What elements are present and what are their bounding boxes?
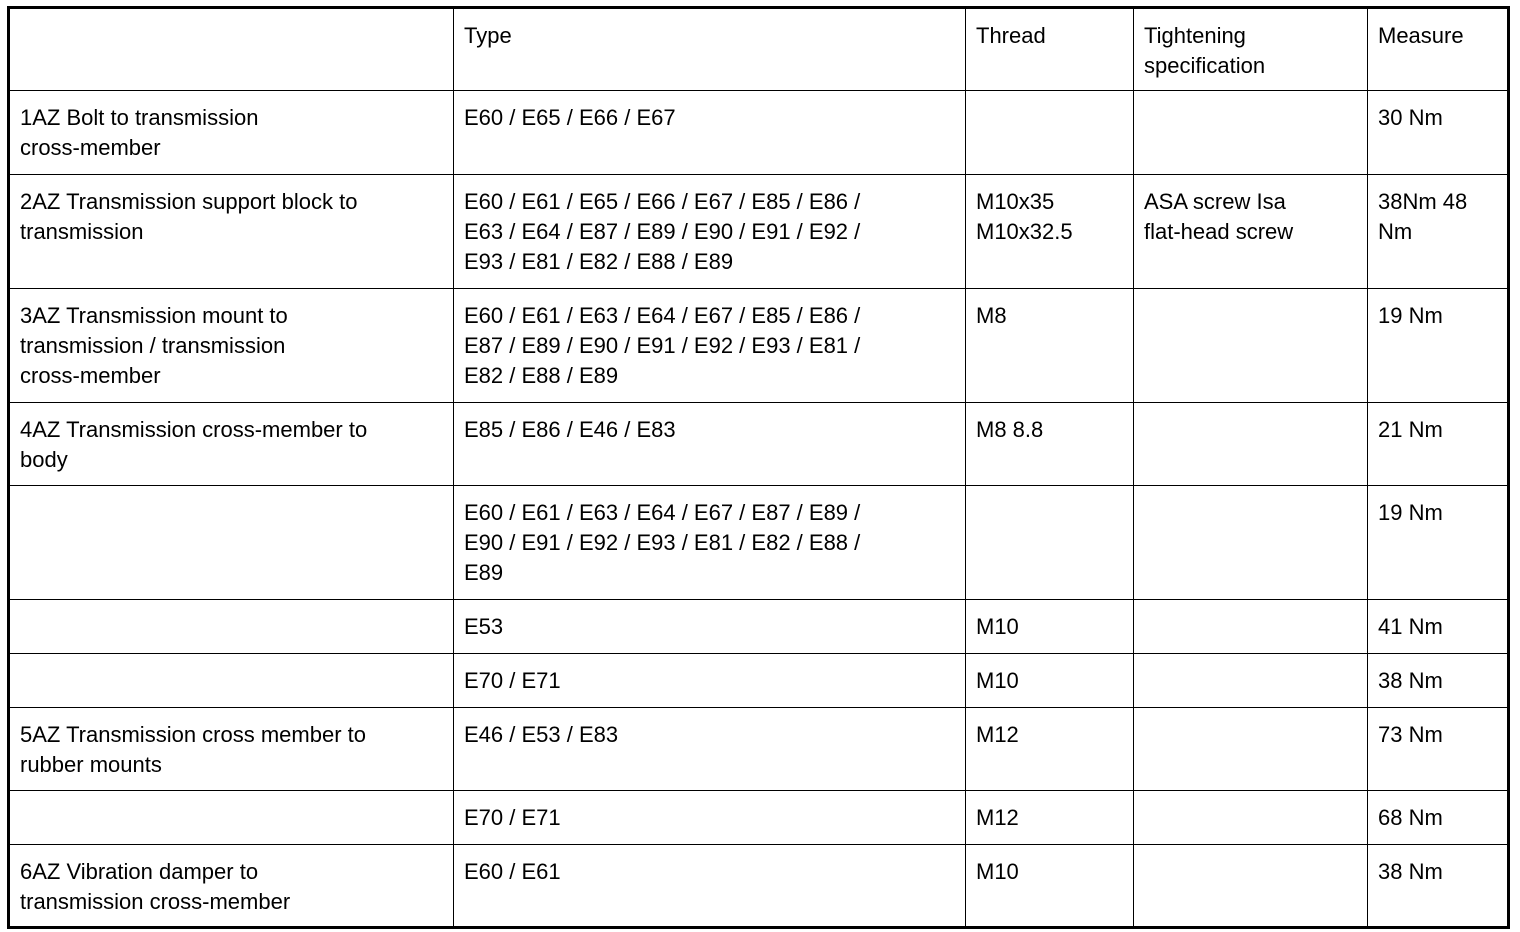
thread-cell: M10 (966, 600, 1134, 654)
component-cell: 2AZ Transmission support block to transmission (9, 175, 454, 289)
tightening-spec-cell (1134, 791, 1368, 845)
type-cell: E70 / E71 (454, 791, 966, 845)
header-thread: Thread (966, 8, 1134, 91)
table-row (9, 600, 1509, 654)
tightening-spec-cell (1134, 654, 1368, 708)
component-cell: 6AZ Vibration damper to transmission cross-member (9, 845, 454, 928)
header-tightening-specification: Tightening specification (1134, 8, 1368, 91)
type-cell: E60 / E61 (454, 845, 966, 928)
type-cell: E53 (454, 600, 966, 654)
thread-cell: M10x35 M10x32.5 (966, 175, 1134, 289)
table-header (9, 8, 1509, 91)
table-row (9, 791, 1509, 845)
table-row (9, 91, 1509, 175)
type-cell: E46 / E53 / E83 (454, 708, 966, 791)
tightening-spec-cell (1134, 289, 1368, 403)
thread-cell: M8 (966, 289, 1134, 403)
table-row (9, 175, 1509, 289)
component-cell: 1AZ Bolt to transmission cross-member (9, 91, 454, 175)
measure-cell: 19 Nm (1368, 486, 1509, 600)
type-cell: E60 / E65 / E66 / E67 (454, 91, 966, 175)
measure-cell: 68 Nm (1368, 791, 1509, 845)
measure-cell: 38Nm 48 Nm (1368, 175, 1509, 289)
table-row (9, 289, 1509, 403)
table-row (9, 403, 1509, 486)
tightening-spec-cell (1134, 845, 1368, 928)
header-row (9, 8, 1509, 91)
tightening-spec-cell (1134, 708, 1368, 791)
tightening-spec-cell (1134, 600, 1368, 654)
component-cell (9, 654, 454, 708)
type-cell: E85 / E86 / E46 / E83 (454, 403, 966, 486)
component-cell (9, 600, 454, 654)
thread-cell: M12 (966, 708, 1134, 791)
thread-cell: M12 (966, 791, 1134, 845)
torque-spec-table (7, 6, 1510, 929)
thread-cell: M10 (966, 845, 1134, 928)
type-cell: E60 / E61 / E65 / E66 / E67 / E85 / E86 / E63 / E64 / E87 / E89 / E90 / E91 / E92 / E93 / E81 / E82 / E88 / E89 (454, 175, 966, 289)
type-cell: E60 / E61 / E63 / E64 / E67 / E85 / E86 / E87 / E89 / E90 / E91 / E92 / E93 / E81 / E82 / E88 / E89 (454, 289, 966, 403)
tightening-spec-cell (1134, 486, 1368, 600)
type-cell: E70 / E71 (454, 654, 966, 708)
measure-cell: 38 Nm (1368, 654, 1509, 708)
header-type: Type (454, 8, 966, 91)
table-body (9, 91, 1509, 928)
table-row (9, 654, 1509, 708)
component-cell (9, 791, 454, 845)
component-cell: 3AZ Transmission mount to transmission / transmission cross-member (9, 289, 454, 403)
measure-cell: 38 Nm (1368, 845, 1509, 928)
thread-cell (966, 486, 1134, 600)
measure-cell: 30 Nm (1368, 91, 1509, 175)
table-row (9, 708, 1509, 791)
measure-cell: 73 Nm (1368, 708, 1509, 791)
component-cell: 4AZ Transmission cross-member to body (9, 403, 454, 486)
measure-cell: 19 Nm (1368, 289, 1509, 403)
component-cell (9, 486, 454, 600)
tightening-spec-cell: ASA screw Isa flat-head screw (1134, 175, 1368, 289)
component-cell: 5AZ Transmission cross member to rubber mounts (9, 708, 454, 791)
measure-cell: 21 Nm (1368, 403, 1509, 486)
tightening-spec-cell (1134, 91, 1368, 175)
header-measure: Measure (1368, 8, 1509, 91)
tightening-spec-cell (1134, 403, 1368, 486)
table-row (9, 486, 1509, 600)
thread-cell (966, 91, 1134, 175)
table-row (9, 845, 1509, 928)
header-component (9, 8, 454, 91)
thread-cell: M8 8.8 (966, 403, 1134, 486)
measure-cell: 41 Nm (1368, 600, 1509, 654)
type-cell: E60 / E61 / E63 / E64 / E67 / E87 / E89 / E90 / E91 / E92 / E93 / E81 / E82 / E88 / E89 (454, 486, 966, 600)
thread-cell: M10 (966, 654, 1134, 708)
